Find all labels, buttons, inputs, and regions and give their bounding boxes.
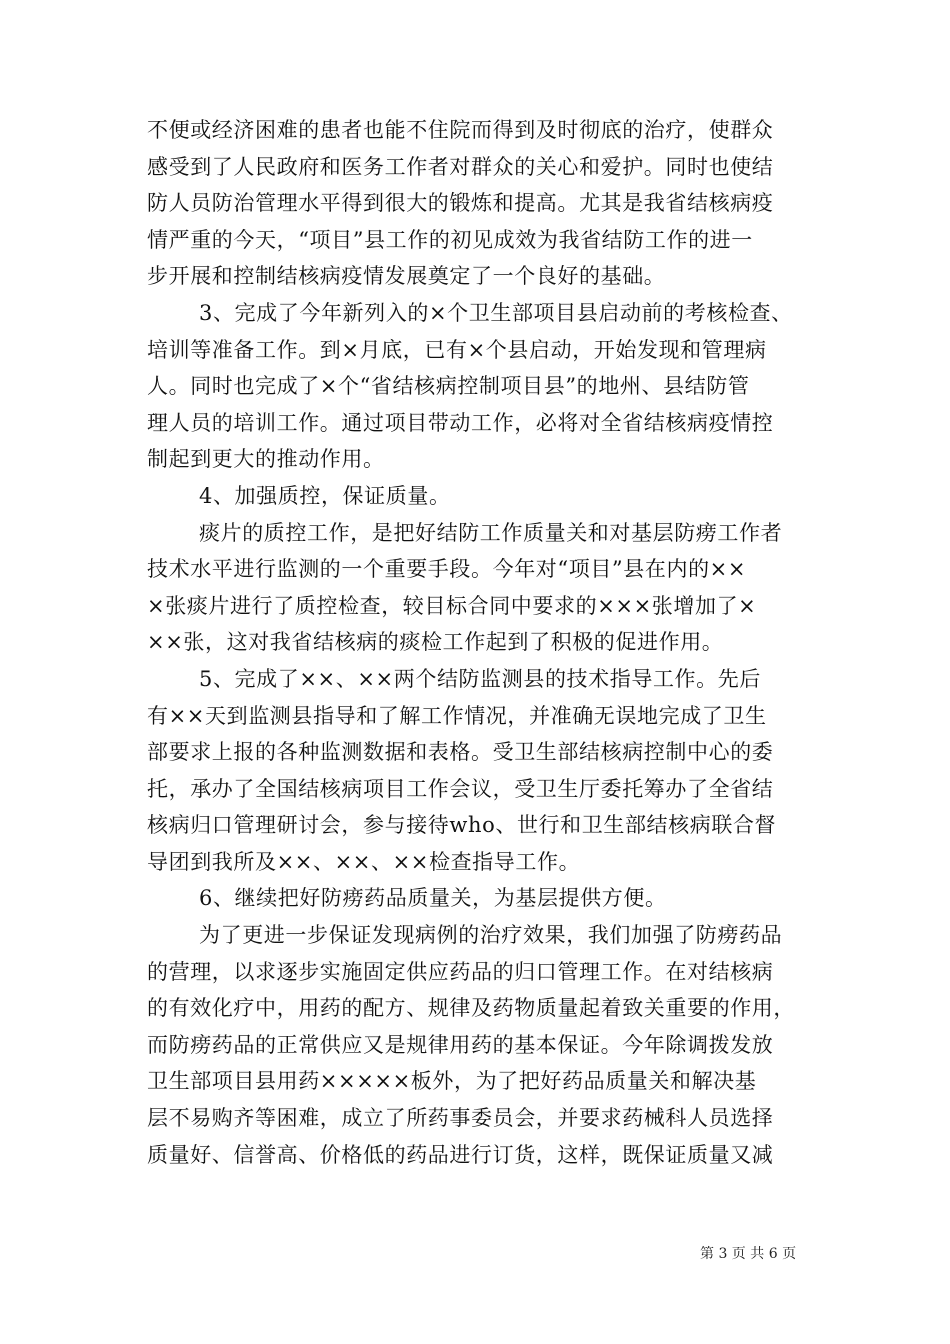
text-line: 理人员的培训工作。通过项目带动工作，必将对全省结核病疫情控 <box>147 410 774 435</box>
text-line: 不便或经济困难的患者也能不住院而得到及时彻底的治疗，使群众 <box>147 118 774 142</box>
paragraph-start-line: 5、完成了××、××两个结防监测县的技术指导工作。先后 <box>199 666 761 691</box>
document-body <box>147 112 817 1173</box>
text-line: 卫生部项目县用药×××××板外，为了把好药品质量关和解决基 <box>147 1069 757 1094</box>
text-line: ××张，这对我省结核病的痰检工作起到了积极的促进作用。 <box>147 630 724 655</box>
text-line: ×张痰片进行了质控检查，较目标合同中要求的×××张增加了× <box>147 593 757 618</box>
paragraph-start-line: 痰片的质控工作，是把好结防工作质量关和对基层防痨工作者 <box>199 520 783 545</box>
text-line: 托，承办了全国结核病项目工作会议，受卫生厅委托筹办了全省结 <box>147 776 774 801</box>
text-line: 技术水平进行监测的一个重要手段。今年对“项目”县在内的×× <box>147 557 747 582</box>
section-heading: 4、加强质控，保证质量。 <box>199 483 451 508</box>
page-number-footer: 第 3 页 共 6 页 <box>700 1246 797 1262</box>
paragraph-start-line: 为了更进一步保证发现病例的治疗效果，我们加强了防痨药品 <box>199 923 783 948</box>
text-line: 人。同时也完成了×个“省结核病控制项目县”的地州、县结防管 <box>147 374 750 399</box>
text-line: 质量好、信誉高、价格低的药品进行订货，这样，既保证质量又减 <box>147 1142 774 1167</box>
text-line: 防人员防治管理水平得到很大的锻炼和提高。尤其是我省结核病疫 <box>147 191 774 216</box>
text-line: 部要求上报的各种监测数据和表格。受卫生部结核病控制中心的委 <box>147 740 774 765</box>
text-line: 感受到了人民政府和医务工作者对群众的关心和爱护。同时也使结 <box>147 154 774 179</box>
section-heading: 6、继续把好防痨药品质量关，为基层提供方便。 <box>199 886 667 911</box>
text-line: 核病归口管理研讨会，参与接待who、世行和卫生部结核病联合督 <box>147 813 777 838</box>
text-line: 步开展和控制结核病疫情发展奠定了一个良好的基础。 <box>147 264 666 289</box>
text-line: 培训等准备工作。到×月底，已有×个县启动，开始发现和管理病 <box>147 337 767 362</box>
text-line: 情严重的今天，“项目”县工作的初见成效为我省结防工作的进一 <box>147 227 753 252</box>
text-line: 制起到更大的推动作用。 <box>147 447 385 472</box>
text-line: 有××天到监测县指导和了解工作情况，并准确无误地完成了卫生 <box>147 703 767 728</box>
text-line: 导团到我所及××、××、××检查指导工作。 <box>147 849 581 874</box>
text-line: 的营理，以求逐步实施固定供应药品的归口管理工作。在对结核病 <box>147 959 774 984</box>
text-line: 的有效化疗中，用药的配方、规律及药物质量起着致关重要的作用， <box>147 996 795 1021</box>
paragraph-start-line: 3、完成了今年新列入的×个卫生部项目县启动前的考核检查、 <box>199 300 793 325</box>
text-line: 而防痨药品的正常供应又是规律用药的基本保证。今年除调拨发放 <box>147 1032 774 1057</box>
text-line: 层不易购齐等困难，成立了所药事委员会，并要求药械科人员选择 <box>147 1106 774 1131</box>
